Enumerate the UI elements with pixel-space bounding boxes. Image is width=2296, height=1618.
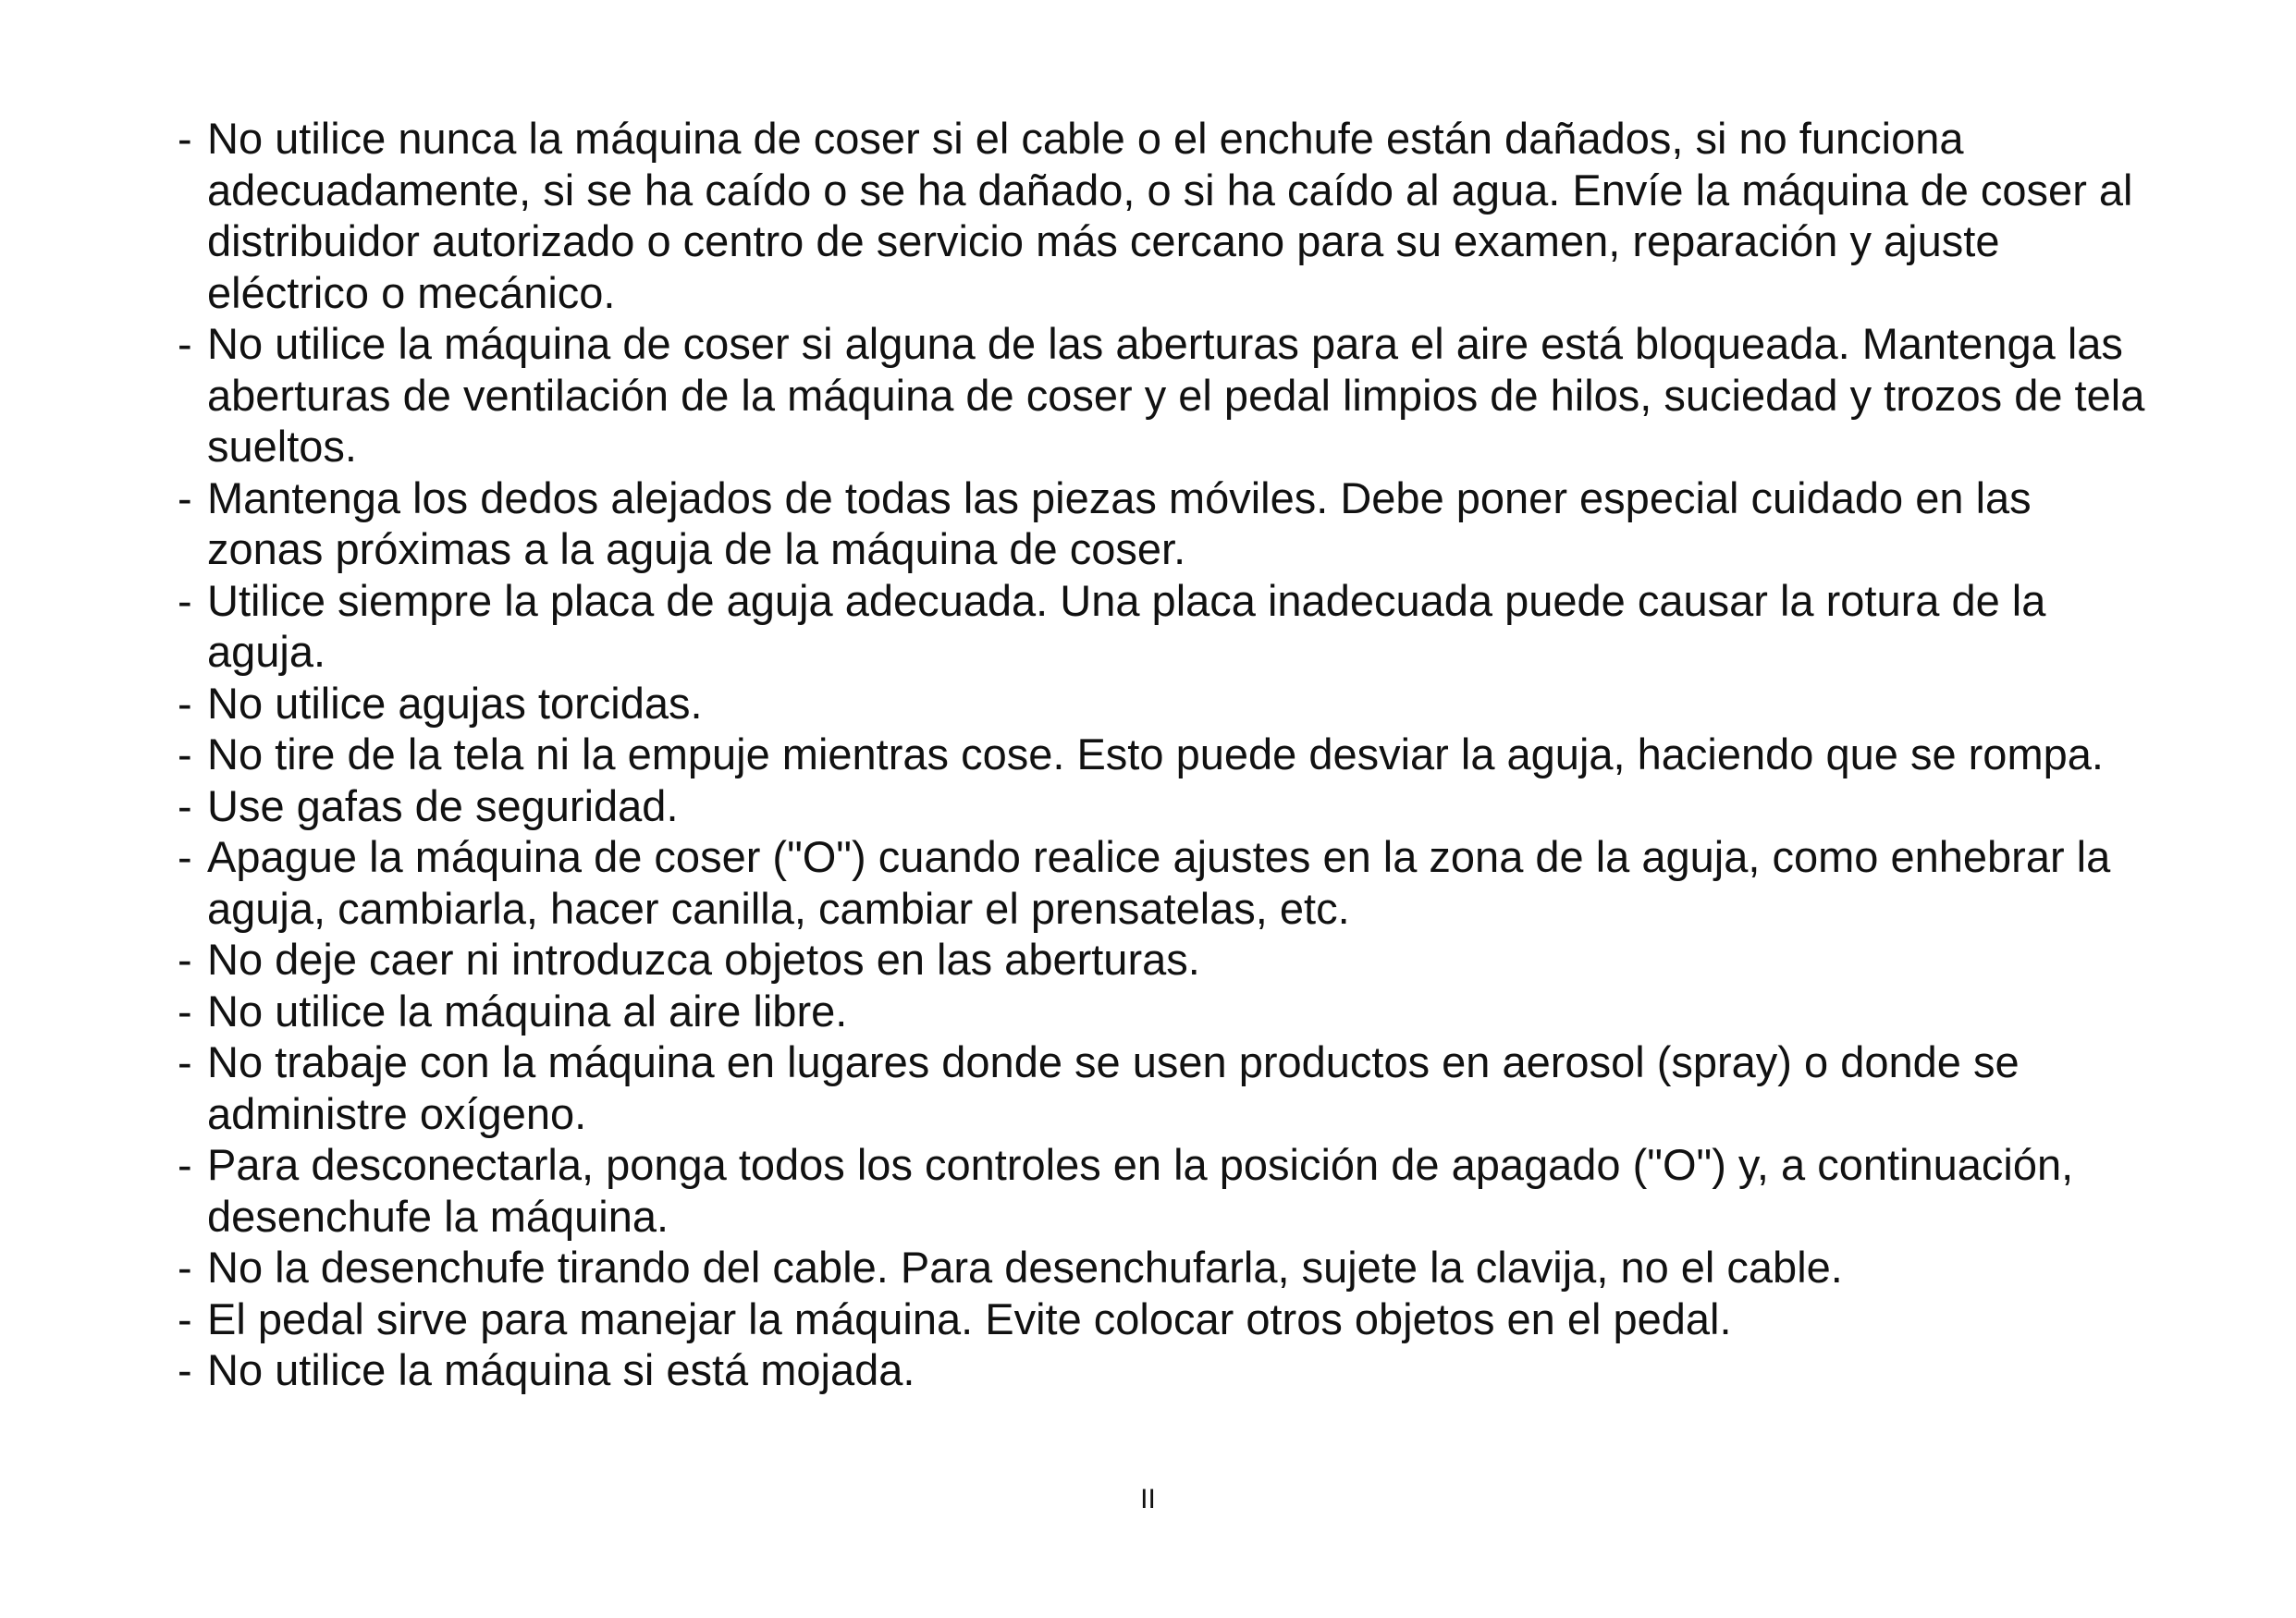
list-item: [178, 729, 2156, 780]
bullet-dash: -: [178, 986, 192, 1036]
list-item: [178, 472, 2156, 575]
bullet-dash: -: [178, 1293, 192, 1343]
list-item: [178, 780, 2156, 832]
bullet-dash: -: [178, 832, 192, 881]
list-item: [178, 1344, 2156, 1396]
list-item-text: No utilice la máquina si está mojada.: [207, 1345, 915, 1394]
list-item-text: No utilice la máquina al aire libre.: [207, 986, 848, 1036]
list-item: [178, 831, 2156, 934]
list-item-text: No utilice nunca la máquina de coser si el cable o el enchufe están dañados, si no funciona adecuadamente, si se ha caído o se ha dañado, o si ha caído al agua. Envíe la máquina de coser al distribuidor autorizado o centro de servicio más cercano para su examen, reparación y ajuste eléctrico o mecánico.: [207, 114, 2133, 317]
bullet-dash: -: [178, 319, 192, 368]
bullet-dash: -: [178, 1345, 192, 1394]
list-item: [178, 575, 2156, 678]
list-item: [178, 934, 2156, 986]
bullet-dash: -: [178, 1243, 192, 1292]
page-number: II: [1140, 1484, 1156, 1514]
list-item: [178, 986, 2156, 1037]
bullet-dash: -: [178, 935, 192, 984]
list-item-text: Apague la máquina de coser ("O") cuando realice ajustes en la zona de la aguja, como enhebrar la aguja, cambiarla, hacer canilla, cambiar el prensatelas, etc.: [207, 832, 2111, 933]
list-item-text: El pedal sirve para manejar la máquina. Evite colocar otros objetos en el pedal.: [207, 1293, 1732, 1343]
bullet-dash: -: [178, 1037, 192, 1086]
bullet-dash: -: [178, 729, 192, 778]
list-item-text: Utilice siempre la placa de aguja adecuada. Una placa inadecuada puede causar la rotura de la aguja.: [207, 575, 2046, 676]
safety-instructions-list: [178, 113, 2156, 1396]
list-item-text: No la desenchufe tirando del cable. Para desenchufarla, sujete la clavija, no el cable.: [207, 1243, 1843, 1292]
list-item: [178, 113, 2156, 318]
list-item-text: No trabaje con la máquina en lugares donde se usen productos en aerosol (spray) o donde se administre oxígeno.: [207, 1037, 2020, 1138]
bullet-dash: -: [178, 114, 192, 163]
bullet-dash: -: [178, 780, 192, 830]
list-item: [178, 678, 2156, 729]
list-item: [178, 1139, 2156, 1242]
list-item: [178, 1242, 2156, 1293]
bullet-dash: -: [178, 575, 192, 625]
list-item: [178, 1036, 2156, 1139]
list-item-text: No utilice la máquina de coser si alguna de las aberturas para el aire está bloqueada. Mantenga las aberturas de ventilación de la máquina de coser y el pedal limpios de hilos, suciedad y trozos de tela sueltos.: [207, 319, 2145, 471]
list-item-text: No utilice agujas torcidas.: [207, 678, 703, 728]
list-item-text: No tire de la tela ni la empuje mientras cose. Esto puede desviar la aguja, haciendo que se rompa.: [207, 729, 2104, 778]
list-item: [178, 318, 2156, 472]
list-item-text: No deje caer ni introduzca objetos en las aberturas.: [207, 935, 1200, 984]
bullet-dash: -: [178, 678, 192, 728]
list-item: [178, 1293, 2156, 1345]
list-item-text: Mantenga los dedos alejados de todas las piezas móviles. Debe poner especial cuidado en las zonas próximas a la aguja de la máquina de coser.: [207, 472, 2032, 573]
list-item-text: Use gafas de seguridad.: [207, 780, 679, 830]
bullet-dash: -: [178, 472, 192, 522]
bullet-dash: -: [178, 1140, 192, 1189]
list-item-text: Para desconectarla, ponga todos los controles en la posición de apagado ("O") y, a continuación, desenchufe la máquina.: [207, 1140, 2074, 1241]
